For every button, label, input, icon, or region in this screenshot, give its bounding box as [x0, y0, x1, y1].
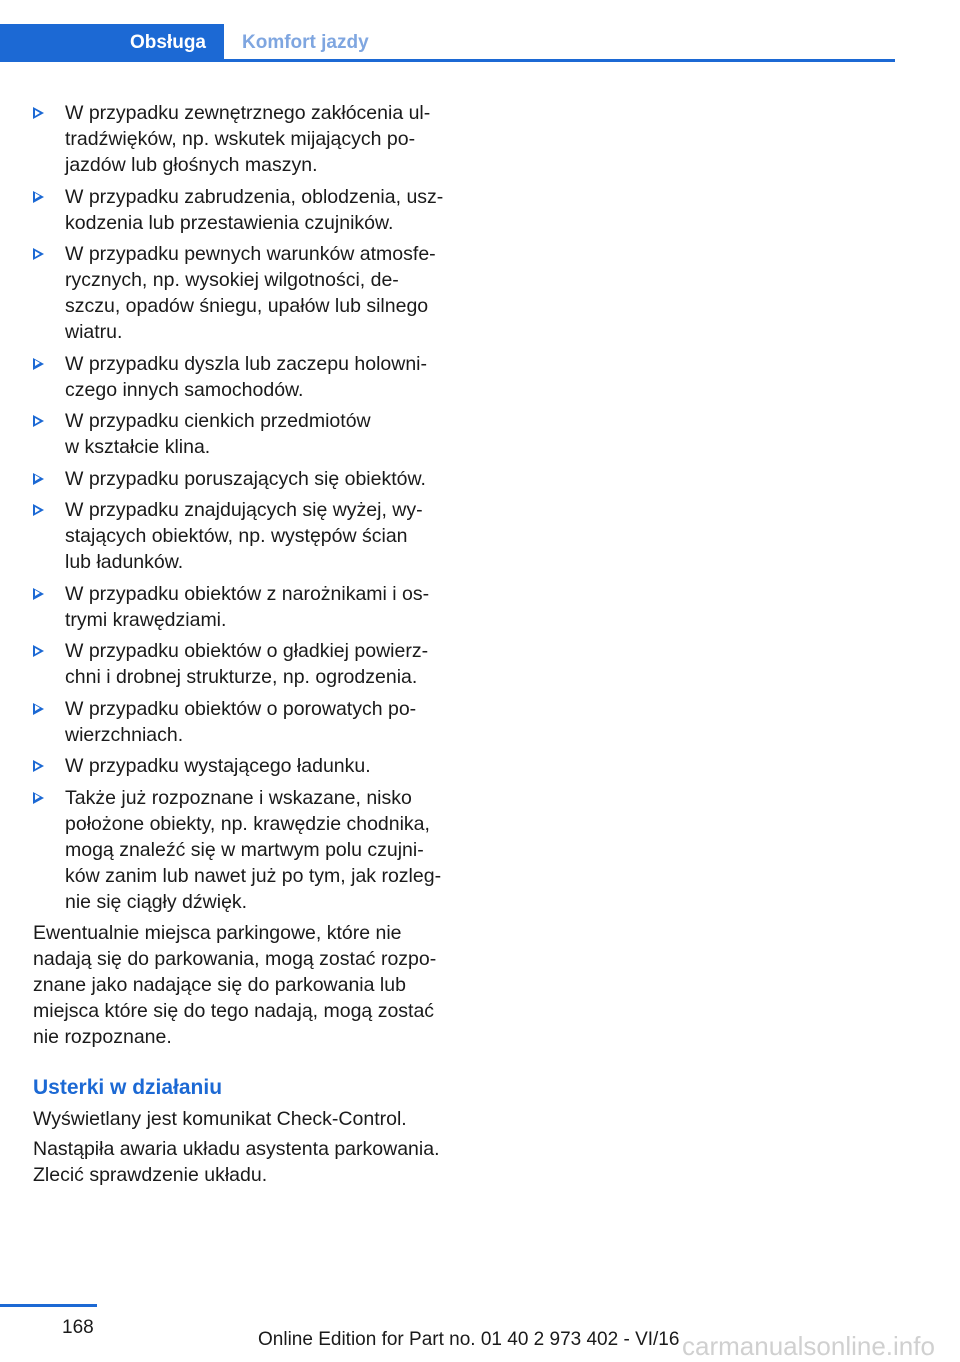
- triangle-bullet-icon: [33, 703, 44, 715]
- tab-komfort-jazdy[interactable]: Komfort jazdy: [242, 32, 369, 53]
- list-item-text: W przypadku obiektów z narożnikami i os‐ trymi krawędziami.: [65, 582, 430, 631]
- bullet-list: [33, 100, 453, 915]
- list-item-text: W przypadku zewnętrznego zakłócenia ul‐ tradźwięków, np. wskutek mijających po‐ jazdów lub głośnych maszyn.: [65, 102, 431, 176]
- list-item-text: W przypadku cienkich przedmiotów w kształcie klina.: [65, 410, 371, 458]
- page-number-rule: [0, 1304, 97, 1307]
- triangle-bullet-icon: [33, 792, 44, 804]
- list-item-text: W przypadku zabrudzenia, oblodzenia, usz‐ kodzenia lub przestawienia czujników.: [65, 185, 444, 234]
- watermark: carmanualsonline.info: [682, 1331, 935, 1361]
- list-item-text: W przypadku obiektów o porowatych po‐ wierzchniach.: [65, 697, 417, 746]
- list-item: [33, 696, 453, 748]
- list-item-text: Także już rozpoznane i wskazane, nisko położone obiekty, np. krawędzie chodnika, mogą znaleźć się w martwym polu czujni‐ ków zanim lub nawet już po tym, jak rozleg‐ nie się ciągły dźwięk.: [65, 786, 442, 913]
- triangle-bullet-icon: [33, 191, 44, 203]
- failure-text: Nastąpiła awaria układu asystenta parkowania. Zlecić sprawdzenie układu.: [33, 1138, 440, 1186]
- triangle-bullet-icon: [33, 504, 44, 516]
- list-item: [33, 753, 453, 779]
- list-item: [33, 638, 453, 690]
- triangle-bullet-icon: [33, 760, 44, 772]
- body-paragraph: Ewentualnie miejsca parkingowe, które nie nadają się do parkowania, mogą zostać rozpo‐ znane jako nadające się do parkowania lub miejsca które się do tego nadają, mogą zostać nie rozpoznane.: [33, 922, 437, 1048]
- triangle-bullet-icon: [33, 107, 44, 119]
- triangle-bullet-icon: [33, 473, 44, 485]
- footer-edition: Online Edition for Part no. 01 40 2 973 402 - VI/16: [258, 1329, 680, 1350]
- list-item: [33, 497, 453, 575]
- list-item-text: W przypadku znajdujących się wyżej, wy‐ stających obiektów, np. występów ścian lub ładunków.: [65, 499, 423, 573]
- list-item: [33, 785, 453, 915]
- check-control-text: Wyświetlany jest komunikat Check-Control.: [33, 1108, 407, 1130]
- list-item: [33, 184, 453, 236]
- list-item: [33, 241, 453, 345]
- triangle-bullet-icon: [33, 358, 44, 370]
- triangle-bullet-icon: [33, 415, 44, 427]
- list-item: [33, 466, 453, 492]
- page-number: 168: [62, 1317, 94, 1338]
- page-content: [33, 100, 453, 1188]
- header-rule: [0, 59, 895, 62]
- list-item-text: W przypadku dyszla lub zaczepu holowni‐ czego innych samochodów.: [65, 352, 428, 401]
- list-item: [33, 351, 453, 403]
- list-item-text: W przypadku poruszających się obiektów.: [65, 467, 426, 490]
- triangle-bullet-icon: [33, 248, 44, 260]
- header-bar: [0, 0, 895, 62]
- list-item-text: W przypadku obiektów o gładkiej powierz‐ chni i drobnej strukturze, np. ogrodzenia.: [65, 640, 429, 688]
- list-item: [33, 100, 453, 178]
- tab-obsluga[interactable]: Obsługa: [0, 24, 224, 62]
- list-item: [33, 581, 453, 633]
- section-heading: Usterki w działaniu: [33, 1076, 223, 1099]
- list-item-text: W przypadku wystającego ładunku.: [65, 755, 371, 777]
- triangle-bullet-icon: [33, 588, 44, 600]
- list-item-text: W przypadku pewnych warunków atmosfe‐ rycznych, np. wysokiej wilgotności, de‐ szczu, opadów śniegu, upałów lub silnego wiatru.: [65, 243, 436, 343]
- list-item: [33, 408, 453, 460]
- triangle-bullet-icon: [33, 645, 44, 657]
